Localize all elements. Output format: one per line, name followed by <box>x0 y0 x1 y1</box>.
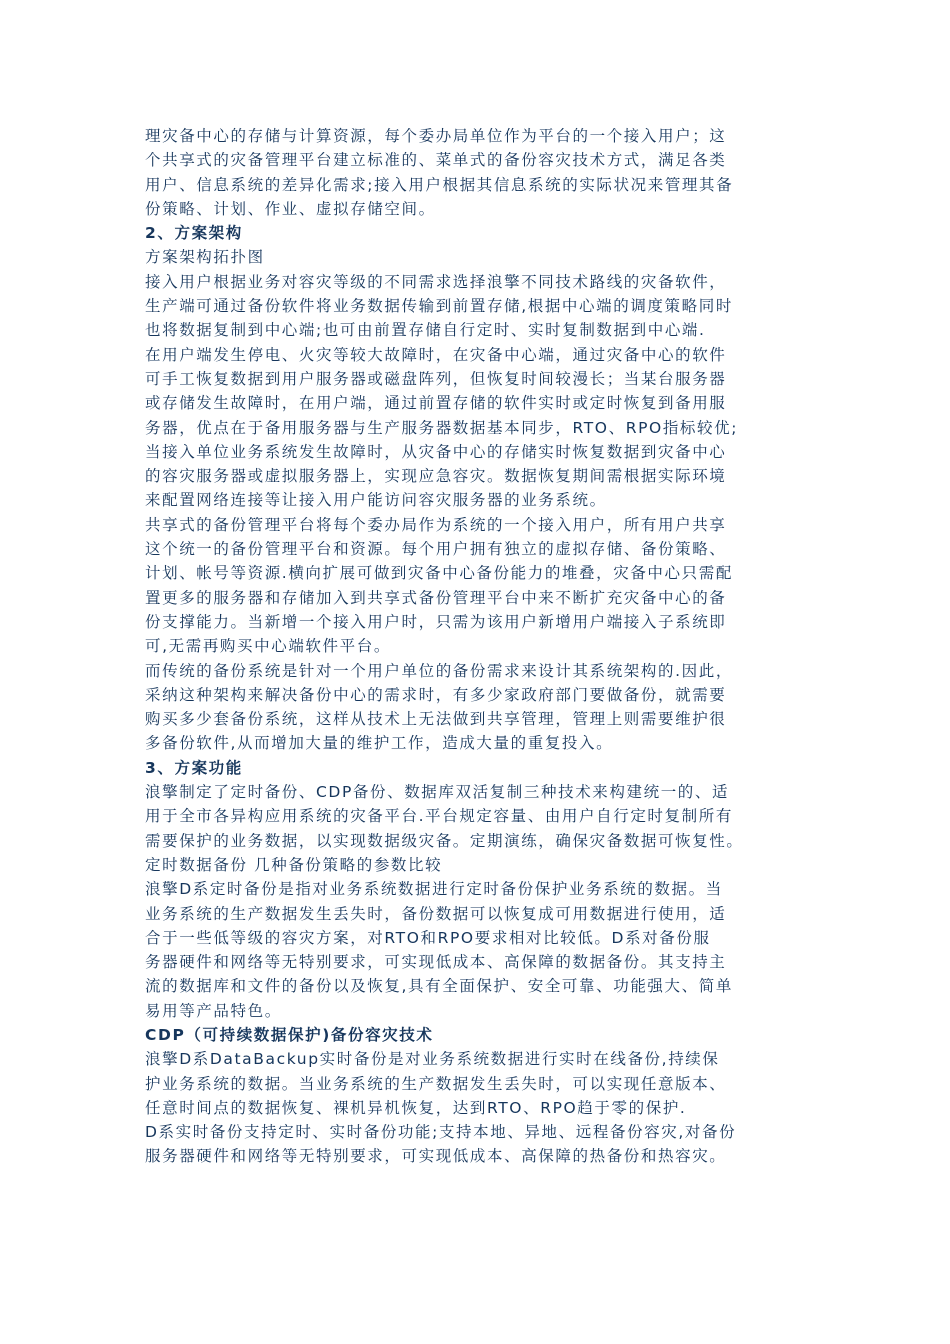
paragraph-line: 这个统一的备份管理平台和资源。每个用户拥有独立的虚拟存储、备份策略、 <box>145 540 727 559</box>
paragraph-line: 计划、帐号等资源.横向扩展可做到灾备中心备份能力的堆叠，灾备中心只需配 <box>145 564 733 583</box>
paragraph-line: 置更多的服务器和存储加入到共享式备份管理平台中来不断扩充灾备中心的备 <box>145 588 727 607</box>
paragraph-line: 采纳这种架构来解决备份中心的需求时，有多少家政府部门要做备份，就需要 <box>145 685 727 704</box>
paragraph-line: 理灾备中心的存储与计算资源，每个委办局单位作为平台的一个接入用户；这 <box>145 127 727 145</box>
paragraph-line: 定时数据备份 几种备份策略的参数比较 <box>145 855 443 874</box>
paragraph-line: 浪擎D系定时备份是指对业务系统数据进行定时备份保护业务系统的数据。当 <box>145 880 723 899</box>
section-heading: 3、方案功能 <box>145 758 243 777</box>
paragraph-line: D系实时备份支持定时、实时备份功能;支持本地、异地、远程备份容灾,对备份 <box>145 1123 737 1142</box>
paragraph-line: 份支撑能力。当新增一个接入用户时，只需为该用户新增用户端接入子系统即 <box>145 612 727 631</box>
document-body <box>145 124 810 1169</box>
paragraph-line: 需要保护的业务数据，以实现数据级灾备。定期演练，确保灾备数据可恢复性。 <box>145 831 744 850</box>
paragraph-line: 多备份软件,从而增加大量的维护工作，造成大量的重复投入。 <box>145 734 614 753</box>
paragraph-line: 用户、信息系统的差异化需求;接入用户根据其信息系统的实际状况来管理其备 <box>145 175 734 194</box>
paragraph-line: 的容灾服务器或虚拟服务器上，实现应急容灾。数据恢复期间需根据实际环境 <box>145 467 727 486</box>
paragraph-line: 护业务系统的数据。当业务系统的生产数据发生丢失时，可以实现任意版本、 <box>145 1074 727 1093</box>
paragraph-line: 个共享式的灾备管理平台建立标准的、菜单式的备份容灾技术方式，满足各类 <box>145 151 727 170</box>
paragraph-line: 接入用户根据业务对容灾等级的不同需求选择浪擎不同技术路线的灾备软件， <box>145 272 727 291</box>
paragraph-line: 方案架构拓扑图 <box>145 248 265 267</box>
paragraph-line: 来配置网络连接等让接入用户能访问容灾服务器的业务系统。 <box>145 491 607 510</box>
paragraph-line: 易用等产品特色。 <box>145 1001 282 1020</box>
paragraph-line: 任意时间点的数据恢复、裸机异机恢复，达到RTO、RPO趋于零的保护. <box>145 1098 687 1117</box>
paragraph-line: 可,无需再购买中心端软件平台。 <box>145 637 391 656</box>
paragraph-line: 服务器硬件和网络等无特别要求，可实现低成本、高保障的热备份和热容灾。 <box>145 1147 727 1166</box>
paragraph-line: 生产端可通过备份软件将业务数据传输到前置存储,根据中心端的调度策略同时 <box>145 297 733 316</box>
paragraph-line: 共享式的备份管理平台将每个委办局作为系统的一个接入用户，所有用户共享 <box>145 515 727 534</box>
paragraph-line: 在用户端发生停电、火灾等较大故障时，在灾备中心端，通过灾备中心的软件 <box>145 345 727 364</box>
paragraph-line: 务器硬件和网络等无特别要求，可实现低成本、高保障的数据备份。其支持主 <box>145 953 727 972</box>
paragraph-line: 浪擎D系DataBackup实时备份是对业务系统数据进行实时在线备份,持续保 <box>145 1050 720 1069</box>
paragraph-line: 务器，优点在于备用服务器与生产服务器数据基本同步，RTO、RPO指标较优; <box>145 418 739 437</box>
paragraph-line: 业务系统的生产数据发生丢失时，备份数据可以恢复成可用数据进行使用，适 <box>145 904 727 923</box>
paragraph-line: 流的数据库和文件的备份以及恢复,具有全面保护、安全可靠、功能强大、简单 <box>145 977 733 996</box>
paragraph-line: 可手工恢复数据到用户服务器或磁盘阵列，但恢复时间较漫长；当某台服务器 <box>145 369 727 388</box>
paragraph-line: 合于一些低等级的容灾方案，对RTO和RPO要求相对比较低。D系对备份服 <box>145 928 711 947</box>
paragraph-line: 当接入单位业务系统发生故障时，从灾备中心的存储实时恢复数据到灾备中心 <box>145 442 727 461</box>
section-heading: CDP（可持续数据保护)备份容灾技术 <box>145 1025 434 1044</box>
paragraph-line: 份策略、计划、作业、虚拟存储空间。 <box>145 199 436 218</box>
paragraph-line: 也将数据复制到中心端;也可由前置存储自行定时、实时复制数据到中心端. <box>145 321 706 340</box>
paragraph-line: 用于全市各异构应用系统的灾备平台.平台规定容量、由用户自行定时复制所有 <box>145 807 733 826</box>
paragraph-line: 或存储发生故障时，在用户端，通过前置存储的软件实时或定时恢复到备用服 <box>145 394 727 413</box>
paragraph-line: 而传统的备份系统是针对一个用户单位的备份需求来设计其系统架构的.因此， <box>145 661 733 680</box>
paragraph-line: 购买多少套备份系统，这样从技术上无法做到共享管理，管理上则需要维护很 <box>145 710 727 729</box>
section-heading: 2、方案架构 <box>145 224 243 243</box>
paragraph-line: 浪擎制定了定时备份、CDP备份、数据库双活复制三种技术来构建统一的、适 <box>145 783 730 802</box>
